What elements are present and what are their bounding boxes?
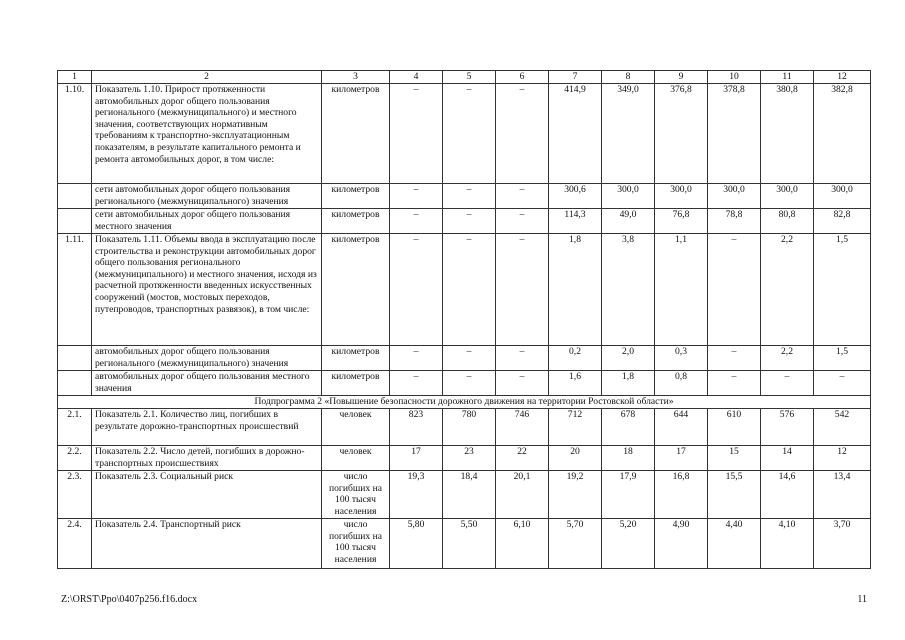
value-cell: 2,2 (761, 234, 814, 346)
value-cell: 542 (814, 409, 871, 446)
footer-page-number: 11 (857, 594, 867, 605)
header-cell: 11 (761, 71, 814, 84)
value-cell: 6,10 (496, 519, 549, 569)
value-cell: – (443, 234, 496, 346)
value-cell: 18 (602, 446, 655, 471)
value-cell: 1,1 (655, 234, 708, 346)
value-cell: – (496, 234, 549, 346)
header-row (58, 71, 871, 84)
value-cell: 22 (496, 446, 549, 471)
table-row (58, 371, 871, 396)
value-cell: 300,0 (602, 184, 655, 209)
value-cell: 19,3 (390, 471, 443, 519)
unit-cell: километров (322, 234, 390, 346)
value-cell: 414,9 (549, 84, 602, 184)
value-cell: – (496, 184, 549, 209)
value-cell: 49,0 (602, 209, 655, 234)
value-cell: 12 (814, 446, 871, 471)
value-cell: – (496, 209, 549, 234)
value-cell: 76,8 (655, 209, 708, 234)
subprogram-row (58, 396, 871, 409)
value-cell: 746 (496, 409, 549, 446)
value-cell: – (390, 346, 443, 371)
indicator-name: Показатель 2.3. Социальный риск (92, 471, 322, 519)
row-number: 1.10. (58, 84, 92, 184)
subprogram-title: Подпрограмма 2 «Повышение безопасности дорожного движения на территории Ростовской области» (58, 396, 871, 409)
value-cell: – (390, 234, 443, 346)
value-cell: 14 (761, 446, 814, 471)
value-cell: 576 (761, 409, 814, 446)
value-cell: 0,8 (655, 371, 708, 396)
row-number (58, 184, 92, 209)
row-number: 2.1. (58, 409, 92, 446)
header-cell: 12 (814, 71, 871, 84)
value-cell: – (708, 371, 761, 396)
value-cell: 5,70 (549, 519, 602, 569)
value-cell: 4,40 (708, 519, 761, 569)
value-cell: 20 (549, 446, 602, 471)
value-cell: 20,1 (496, 471, 549, 519)
header-cell: 8 (602, 71, 655, 84)
value-cell: 2,2 (761, 346, 814, 371)
value-cell: 15,5 (708, 471, 761, 519)
header-cell: 3 (322, 71, 390, 84)
value-cell: 14,6 (761, 471, 814, 519)
row-number: 2.4. (58, 519, 92, 569)
header-cell: 6 (496, 71, 549, 84)
row-number: 1.11. (58, 234, 92, 346)
indicators-table (57, 70, 871, 569)
value-cell: 300,0 (708, 184, 761, 209)
value-cell: – (814, 371, 871, 396)
value-cell: 15 (708, 446, 761, 471)
value-cell: 4,10 (761, 519, 814, 569)
indicator-name: сети автомобильных дорог общего пользования регионального (межмуниципального) значения (92, 184, 322, 209)
value-cell: 0,3 (655, 346, 708, 371)
value-cell: 1,5 (814, 346, 871, 371)
value-cell: 18,4 (443, 471, 496, 519)
value-cell: 19,2 (549, 471, 602, 519)
table-row (58, 446, 871, 471)
value-cell: 376,8 (655, 84, 708, 184)
value-cell: – (390, 209, 443, 234)
table-row (58, 234, 871, 346)
value-cell: 0,2 (549, 346, 602, 371)
row-number (58, 371, 92, 396)
value-cell: – (496, 346, 549, 371)
value-cell: – (496, 84, 549, 184)
value-cell: 5,50 (443, 519, 496, 569)
value-cell: 678 (602, 409, 655, 446)
value-cell: – (443, 84, 496, 184)
value-cell: – (761, 371, 814, 396)
value-cell: 114,3 (549, 209, 602, 234)
value-cell: – (443, 209, 496, 234)
value-cell: 80,8 (761, 209, 814, 234)
value-cell: – (390, 371, 443, 396)
header-cell: 10 (708, 71, 761, 84)
unit-cell: километров (322, 371, 390, 396)
unit-cell: число погибших на 100 тысяч населения (322, 519, 390, 569)
header-cell: 2 (92, 71, 322, 84)
indicator-name: Показатель 2.4. Транспортный риск (92, 519, 322, 569)
value-cell: 16,8 (655, 471, 708, 519)
value-cell: – (496, 371, 549, 396)
table-row (58, 84, 871, 184)
table-row (58, 184, 871, 209)
value-cell: 712 (549, 409, 602, 446)
unit-cell: километров (322, 209, 390, 234)
value-cell: 78,8 (708, 209, 761, 234)
header-cell: 9 (655, 71, 708, 84)
value-cell: 300,0 (655, 184, 708, 209)
value-cell: 300,0 (761, 184, 814, 209)
unit-cell: человек (322, 409, 390, 446)
value-cell: 4,90 (655, 519, 708, 569)
header-cell: 5 (443, 71, 496, 84)
row-number (58, 346, 92, 371)
indicator-name: автомобильных дорог общего пользования местного значения (92, 371, 322, 396)
indicator-name: Показатель 2.2. Число детей, погибших в дорожно-транспортных происшествиях (92, 446, 322, 471)
value-cell: 349,0 (602, 84, 655, 184)
value-cell: – (390, 84, 443, 184)
table-row (58, 409, 871, 446)
value-cell: 3,8 (602, 234, 655, 346)
row-number: 2.2. (58, 446, 92, 471)
row-number (58, 209, 92, 234)
header-cell: 7 (549, 71, 602, 84)
value-cell: 5,20 (602, 519, 655, 569)
unit-cell: километров (322, 84, 390, 184)
value-cell: 17 (655, 446, 708, 471)
value-cell: – (443, 346, 496, 371)
row-number: 2.3. (58, 471, 92, 519)
value-cell: 17 (390, 446, 443, 471)
value-cell: 23 (443, 446, 496, 471)
value-cell: – (390, 184, 443, 209)
value-cell: 382,8 (814, 84, 871, 184)
value-cell: 1,5 (814, 234, 871, 346)
value-cell: – (443, 371, 496, 396)
unit-cell: число погибших на 100 тысяч населения (322, 471, 390, 519)
value-cell: 1,6 (549, 371, 602, 396)
indicator-name: Показатель 2.1. Количество лиц, погибших в результате дорожно-транспортных происшествий (92, 409, 322, 446)
value-cell: 610 (708, 409, 761, 446)
indicator-name: Показатель 1.10. Прирост протяженности автомобильных дорог общего пользования регионального (межмуниципального) и местного значения, соответствующих нормативным требованиям к транспортно-эксплуатационным показателям, в результате капитального ремонта и ремонта автомобильных дорог, в том числе: (92, 84, 322, 184)
header-cell: 1 (58, 71, 92, 84)
value-cell: 13,4 (814, 471, 871, 519)
value-cell: 5,80 (390, 519, 443, 569)
value-cell: 823 (390, 409, 443, 446)
indicator-name: сети автомобильных дорог общего пользования местного значения (92, 209, 322, 234)
header-cell: 4 (390, 71, 443, 84)
table-row (58, 471, 871, 519)
value-cell: 300,0 (814, 184, 871, 209)
footer-file-path: Z:\ORST\Ppo\0407p256.f16.docx (61, 594, 198, 605)
unit-cell: человек (322, 446, 390, 471)
unit-cell: километров (322, 346, 390, 371)
indicator-name: автомобильных дорог общего пользования регионального (межмуниципального) значения (92, 346, 322, 371)
table-row (58, 346, 871, 371)
value-cell: 378,8 (708, 84, 761, 184)
value-cell: 82,8 (814, 209, 871, 234)
table-row (58, 519, 871, 569)
value-cell: 780 (443, 409, 496, 446)
value-cell: 380,8 (761, 84, 814, 184)
indicator-name: Показатель 1.11. Объемы ввода в эксплуатацию после строительства и реконструкции автомобильных дорог общего пользования регионального (межмуниципального) и местного значения, исходя из расчетной протяженности введенных искусственных сооружений (мостов, мостовых переходов, путепроводов, транспортных развязок), в том числе: (92, 234, 322, 346)
table-row (58, 209, 871, 234)
value-cell: 1,8 (602, 371, 655, 396)
value-cell: 17,9 (602, 471, 655, 519)
value-cell: – (708, 234, 761, 346)
value-cell: 3,70 (814, 519, 871, 569)
value-cell: 1,8 (549, 234, 602, 346)
value-cell: 300,6 (549, 184, 602, 209)
value-cell: 644 (655, 409, 708, 446)
value-cell: 2,0 (602, 346, 655, 371)
unit-cell: километров (322, 184, 390, 209)
value-cell: – (443, 184, 496, 209)
value-cell: – (708, 346, 761, 371)
